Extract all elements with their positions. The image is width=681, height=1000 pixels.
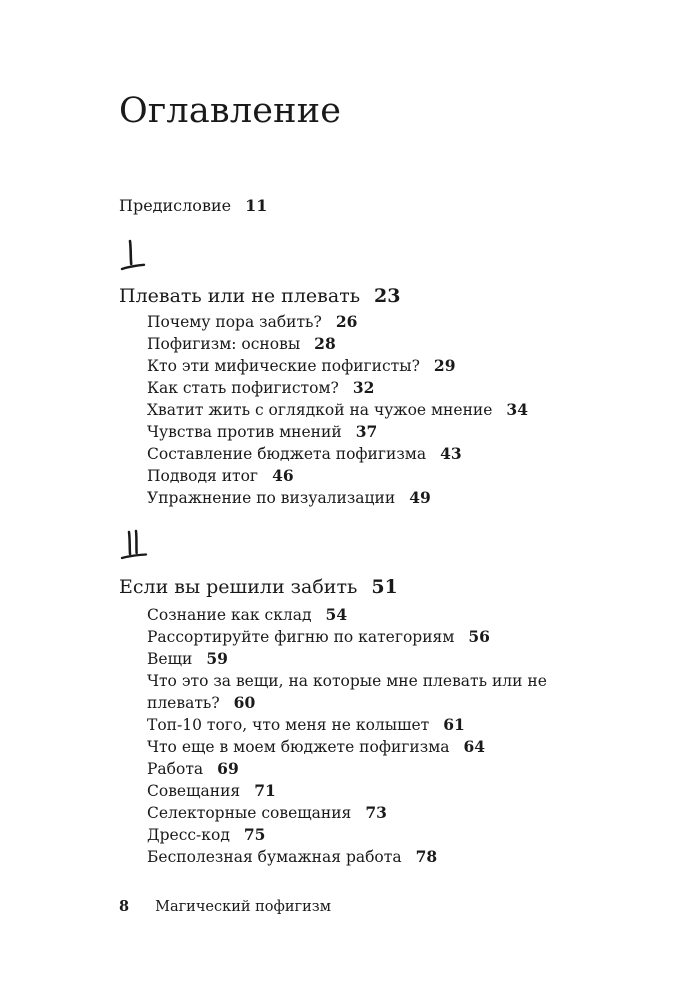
part-page: 23: [374, 285, 401, 307]
entry-label: Селекторные совещания: [147, 804, 352, 822]
entry-label: Подводя итог: [147, 467, 259, 485]
entry-label: Чувства против мнений: [147, 423, 342, 441]
toc-entry-preface: [119, 195, 267, 217]
entry-page: 26: [335, 312, 358, 331]
entry-label: Вещи: [147, 650, 193, 668]
part-two-heading: [119, 574, 398, 600]
entry-label: плевать?: [147, 694, 220, 712]
toc-entry: [147, 311, 357, 333]
toc-entry: [147, 780, 276, 802]
roman-numeral-one-icon: [119, 238, 149, 274]
entry-page: 32: [352, 378, 375, 397]
footer-book-title: Магический пофигизм: [155, 899, 331, 915]
entry-label: Упражнение по визуализации: [147, 489, 396, 507]
entry-page: 64: [463, 737, 486, 756]
entry-page: 60: [233, 693, 256, 712]
entry-page: 37: [355, 422, 378, 441]
entry-label: Работа: [147, 760, 204, 778]
entry-label: Кто эти мифические пофигисты?: [147, 357, 420, 375]
entry-page: 34: [506, 400, 528, 419]
part-title: Если вы решили забить: [119, 576, 358, 598]
toc-entry: [147, 692, 255, 714]
page-title: Оглавление: [119, 91, 342, 131]
entry-page: 61: [443, 715, 465, 734]
footer-page-number: 8: [119, 898, 130, 915]
toc-entry: [147, 355, 455, 377]
toc-entry: [147, 465, 294, 487]
entry-label: Совещания: [147, 782, 241, 800]
entry-label: Бесполезная бумажная работа: [147, 848, 402, 866]
entry-label: Топ-10 того, что меня не колышет: [147, 716, 430, 734]
toc-entry: [147, 824, 265, 846]
toc-entry: [147, 604, 347, 626]
entry-page: 46: [272, 466, 294, 485]
entry-label: Хватит жить с оглядкой на чужое мнение: [147, 401, 493, 419]
toc-entry: [147, 802, 387, 824]
entry-label: Что это за вещи, на которые мне плевать или не: [147, 672, 547, 690]
entry-page: 11: [245, 196, 268, 215]
entry-label: Предисловие: [119, 196, 232, 215]
entry-label: Как стать пофигистом?: [147, 379, 339, 397]
entry-page: 54: [325, 605, 348, 624]
entry-page: 73: [365, 803, 387, 822]
page-footer: [119, 897, 331, 917]
toc-entry: [147, 399, 528, 421]
entry-label: Пофигизм: основы: [147, 335, 301, 353]
toc-entry: [147, 714, 465, 736]
entry-label: Сознание как склад: [147, 606, 312, 624]
toc-entry: [147, 333, 336, 355]
part-page: 51: [371, 576, 398, 598]
entry-page: 56: [468, 627, 490, 646]
roman-numeral-two-icon: [119, 528, 153, 564]
entry-label: Составление бюджета пофигизма: [147, 445, 427, 463]
toc-entry: [147, 670, 547, 692]
entry-label: Рассортируйте фигню по категориям: [147, 628, 455, 646]
toc-entry: [147, 758, 239, 780]
toc-entry: [147, 626, 490, 648]
toc-entry: [147, 846, 437, 868]
part-one-heading: [119, 283, 401, 309]
toc-entry: [147, 648, 228, 670]
entry-label: Почему пора забить?: [147, 313, 322, 331]
entry-page: 59: [206, 649, 228, 668]
entry-label: Дресс-код: [147, 826, 230, 844]
entry-page: 43: [440, 444, 462, 463]
toc-entry: [147, 443, 462, 465]
entry-page: 71: [254, 781, 276, 800]
toc-entry: [147, 421, 377, 443]
entry-page: 49: [409, 488, 431, 507]
entry-page: 28: [314, 334, 336, 353]
entry-page: 29: [433, 356, 456, 375]
toc-entry: [147, 487, 431, 509]
entry-page: 69: [217, 759, 239, 778]
entry-page: 75: [243, 825, 266, 844]
entry-label: Что еще в моем бюджете пофигизма: [147, 738, 450, 756]
entry-page: 78: [415, 847, 438, 866]
toc-entry: [147, 736, 485, 758]
part-title: Плевать или не плевать: [119, 285, 361, 307]
toc-entry: [147, 377, 374, 399]
